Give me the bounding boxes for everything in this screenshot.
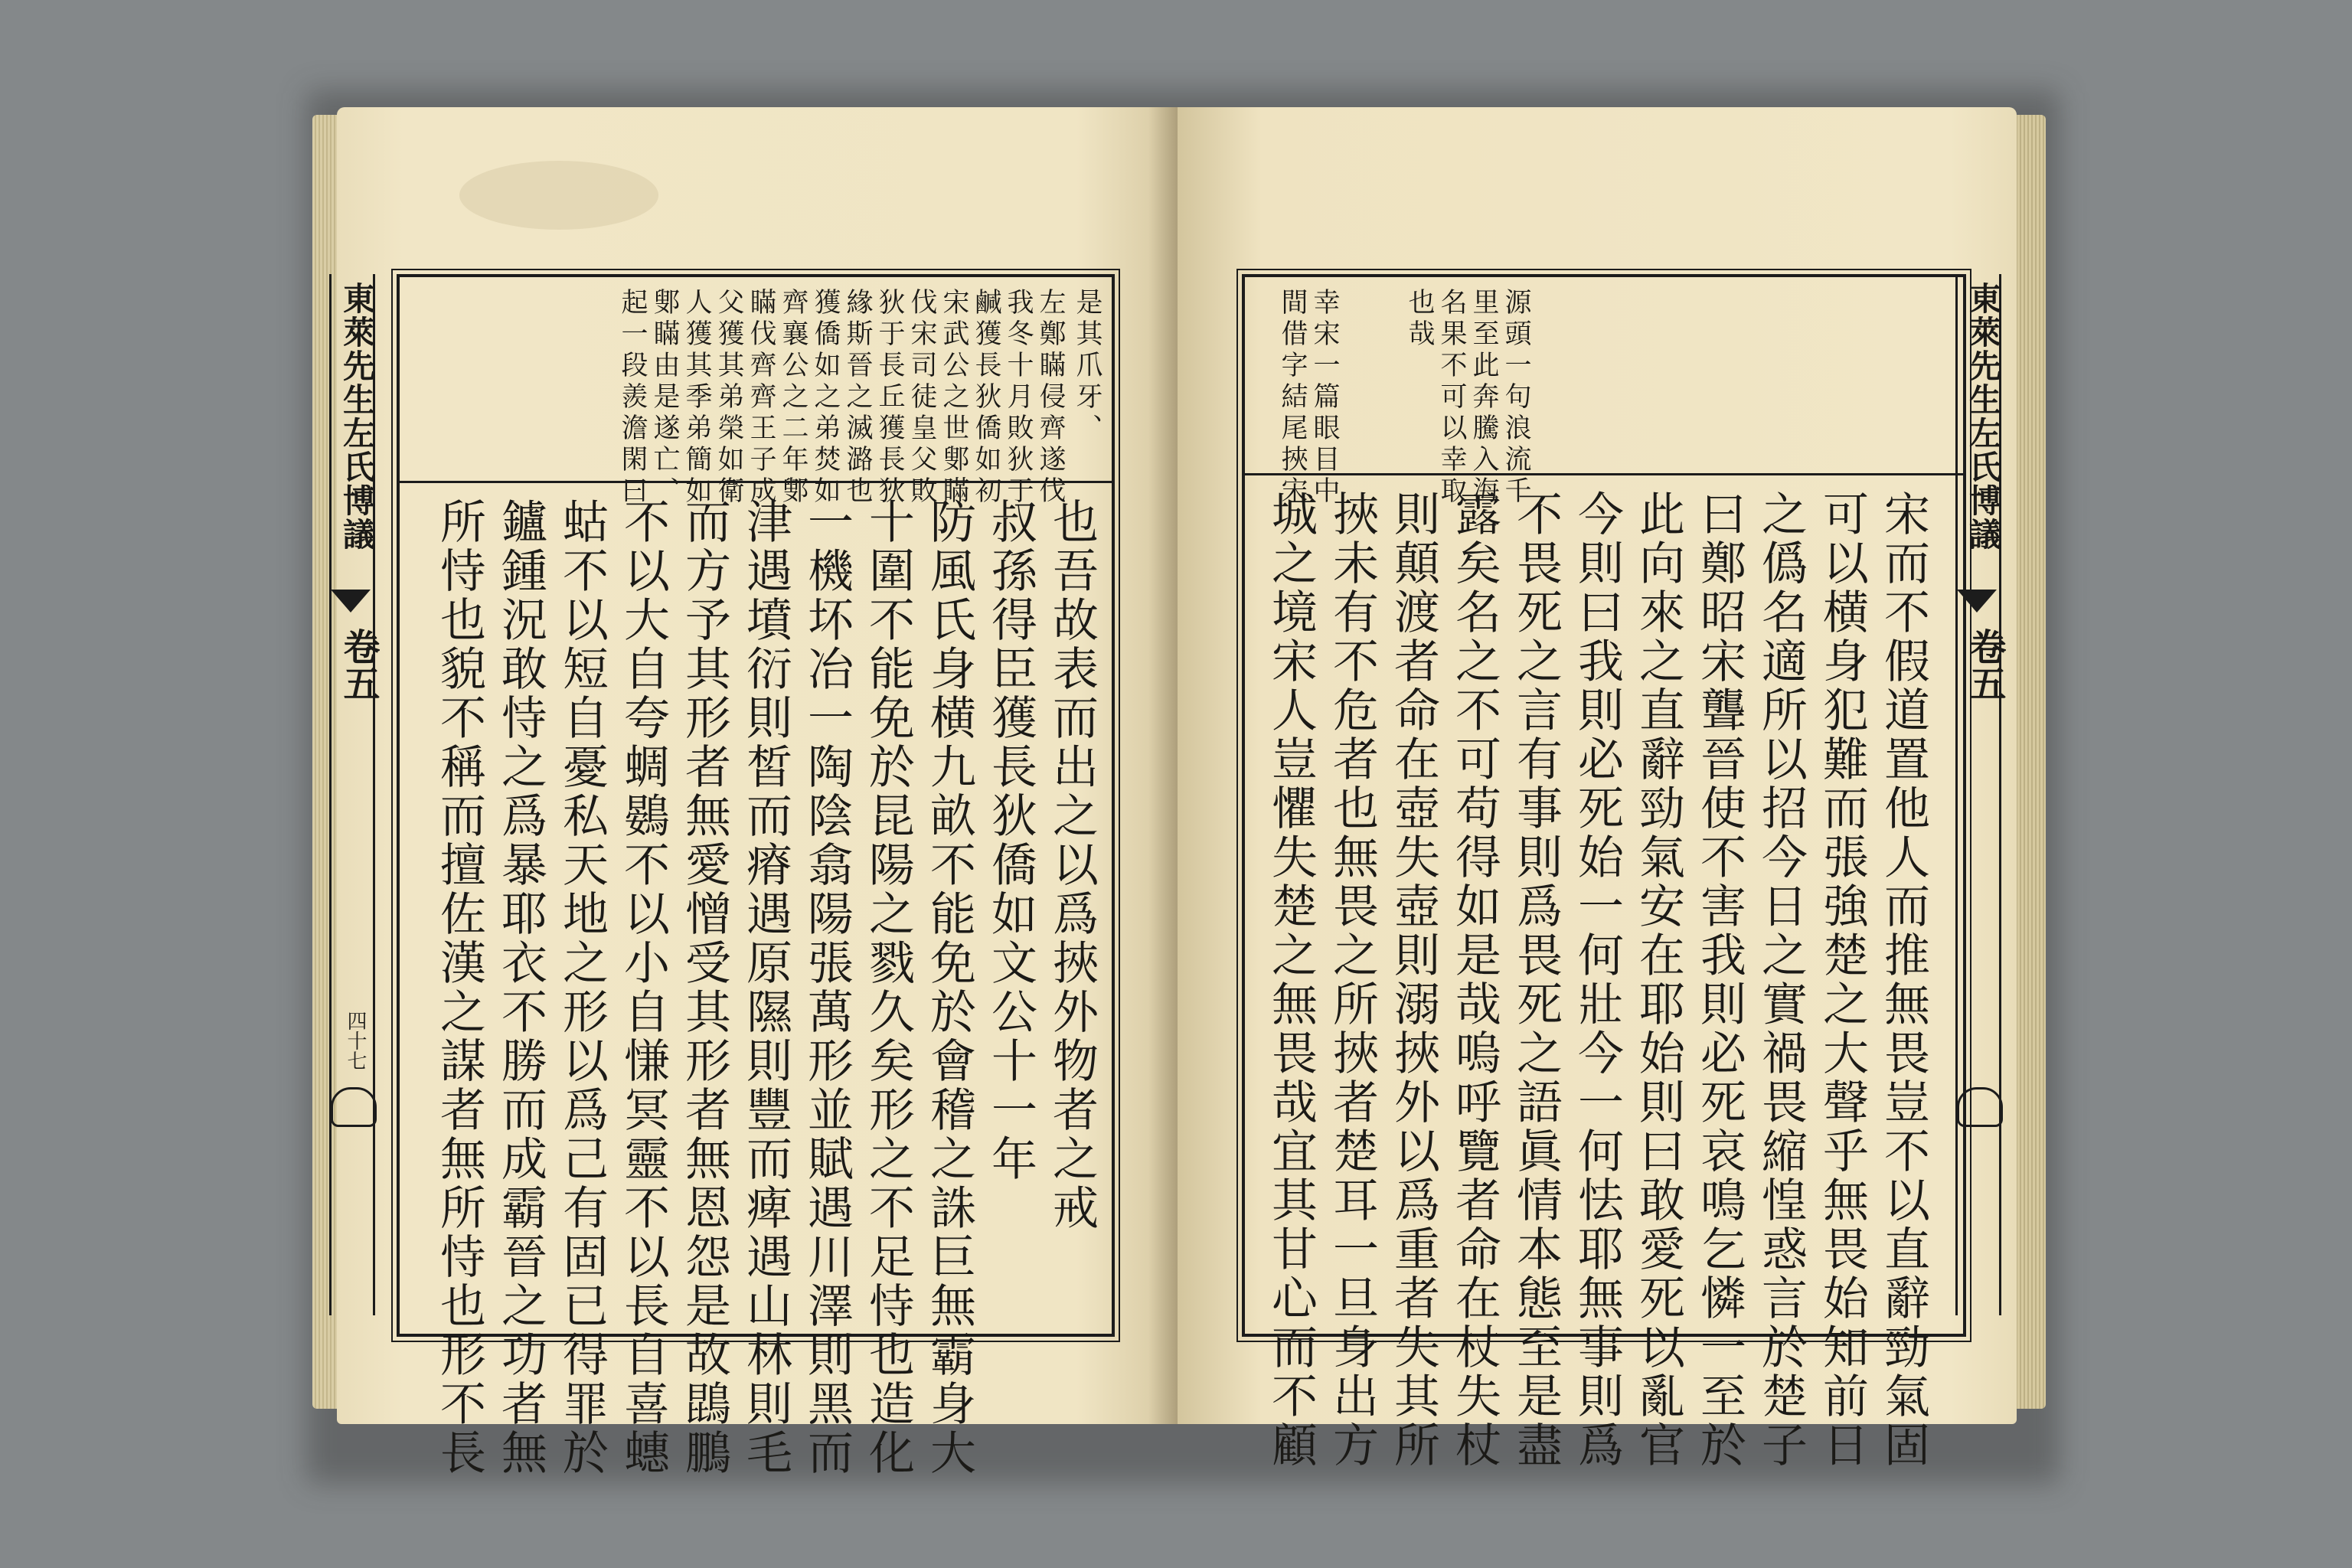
main-text-column: 不畏死之言有事則爲畏死之語眞情本態至是盡 — [1509, 490, 1563, 1470]
main-text-column: 而方予其形者無愛憎受其形者無恩怨是故鵾鵬 — [678, 498, 731, 1478]
main-text-column: 挾未有不危者也無畏之所挾者楚耳一旦身出方 — [1325, 490, 1379, 1470]
margin-book-title: 東萊先生左氏博議 — [338, 282, 376, 551]
main-text-column: 曰鄭昭宋聾晉使不害我則必死哀鳴乞憐一至於 — [1693, 490, 1746, 1470]
head-note: 幸宋一篇眼目中 — [1309, 288, 1340, 508]
main-text-column: 鑪鍾況敢恃之爲暴耶衣不勝而成霸晉之功者無 — [494, 498, 547, 1478]
head-note: 名果不可以幸取 — [1436, 288, 1467, 508]
margin-book-title: 東萊先生左氏博議 — [1965, 282, 2002, 551]
margin-ornament — [1957, 1087, 2003, 1127]
head-note: 鹹獲長狄僑如初 — [971, 288, 1001, 508]
head-note: 左鄭瞞侵齊遂伐 — [1035, 288, 1066, 508]
main-text-column: 防風氏身横九畝不能免於會稽之誅巨無霸身大 — [923, 498, 976, 1478]
page-number: 四十七 — [344, 1011, 367, 1070]
main-text-column: 之僞名適所以招今日之實禍畏縮惶惑言於楚子 — [1754, 490, 1808, 1470]
head-note: 里至此奔騰入海 — [1468, 288, 1499, 508]
main-text-column: 所恃也貌不稱而擅佐漢之謀者無所恃也形不長 — [433, 498, 486, 1478]
head-note: 鄋瞞由是遂亡、 — [649, 288, 680, 508]
head-note: 父獲其弟榮如衛 — [714, 288, 744, 508]
main-text-column: 露矣名之不可苟得如是哉嗚呼覽者命在杖失杖 — [1448, 490, 1501, 1470]
main-text-column: 不以大自夸蜩鷃不以小自慊冥靈不以長自喜蟪 — [616, 498, 670, 1478]
head-note: 宋武公之世鄋瞞 — [939, 288, 969, 508]
margin-volume: 卷五 — [337, 628, 380, 701]
fishtail-mark — [331, 590, 371, 612]
paper-stain — [459, 161, 658, 230]
main-text-column: 可以横身犯難而張強楚之大聲乎無畏始知前日 — [1815, 490, 1869, 1470]
main-text-column: 此向來之直辭勁氣安在耶始則曰敢愛死以亂官 — [1632, 490, 1685, 1470]
margin-volume: 卷五 — [1963, 628, 2006, 701]
head-note: 起一段羨澹閑曰 — [617, 288, 648, 508]
main-text-column: 則顛渡者命在壺失壺則溺挾外以爲重者失其所 — [1387, 490, 1440, 1470]
main-text-column: 今則曰我則必死始一何壯今一何怯耶無事則爲 — [1570, 490, 1624, 1470]
main-text-column: 叔孫得臣獲長狄僑如文公十一年 — [984, 498, 1037, 1184]
head-note: 是其爪牙、 — [1072, 288, 1102, 445]
main-text-column: 也吾故表而出之以爲挾外物者之戒 — [1045, 498, 1099, 1233]
head-note: 人獲其季弟簡如 — [681, 288, 712, 508]
head-note: 源頭一句浪流千 — [1501, 288, 1531, 508]
head-note: 獲僑如之弟焚如 — [810, 288, 841, 508]
head-note: 也哉 — [1404, 288, 1435, 351]
margin-ornament — [331, 1087, 377, 1127]
main-text-column: 津遇墳衍則皙而瘠遇原隰則豐而痺遇山林則毛 — [739, 498, 792, 1478]
head-note: 狄于長丘獲長狄 — [874, 288, 905, 508]
head-note: 間借字結尾挾宋 — [1277, 288, 1308, 508]
head-note: 齊襄公之二年鄋 — [778, 288, 808, 508]
main-text-column: 宋而不假道置他人而推無畏豈不以直辭勁氣固 — [1877, 490, 1930, 1470]
main-text-column: 十圍不能免於昆陽之戮久矣形之不足恃也造化 — [861, 498, 915, 1478]
head-note: 我冬十月敗狄于 — [1003, 288, 1034, 508]
header-divider — [1245, 473, 1963, 475]
main-text-column: 一機坏冶一陶陰翕陽張萬形並賦遇川澤則黑而 — [800, 498, 854, 1478]
head-note: 伐宋司徒皇父敗 — [906, 288, 937, 508]
main-text-column: 城之境宋人豈懼失楚之無畏哉宜其甘心而不顧 — [1264, 490, 1318, 1470]
fishtail-mark — [1957, 590, 1997, 612]
head-note: 緣斯晉之滅潞也 — [842, 288, 873, 508]
head-note: 瞞伐齊齊王子成 — [746, 288, 776, 508]
main-text-column: 蛄不以短自憂私天地之形以爲己有固已得罪於 — [555, 498, 609, 1478]
